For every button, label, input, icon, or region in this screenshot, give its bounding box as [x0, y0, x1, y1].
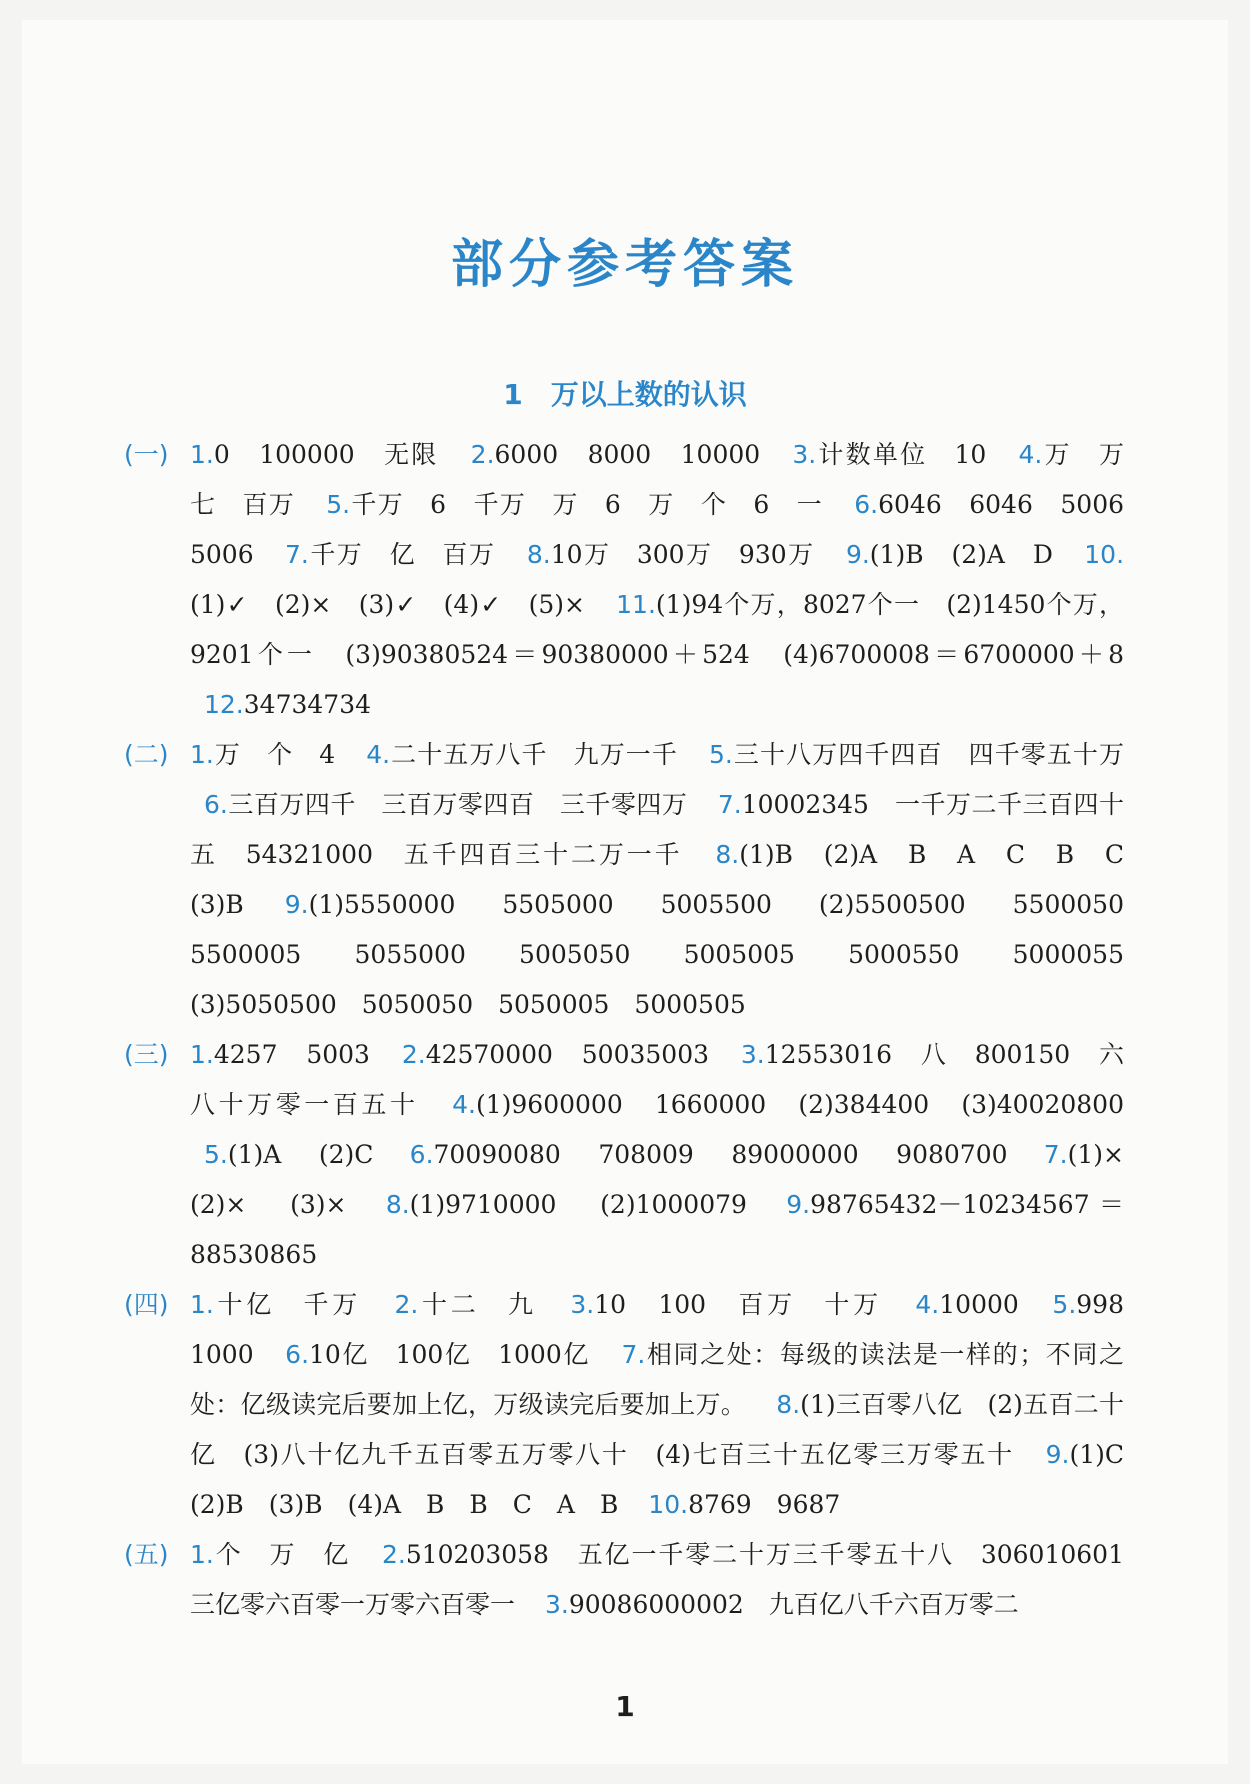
answer-text: 10000	[939, 1290, 1019, 1319]
question-number: 8.	[526, 540, 551, 569]
section-marker: (三)	[124, 1040, 169, 1069]
answer-text: 千万 亿 百万	[308, 540, 496, 569]
answer-text: 个 万 亿	[213, 1540, 351, 1569]
answer-text: 98765432－10234567＝88530865	[190, 1190, 1124, 1269]
question-number: 7.	[717, 790, 742, 819]
answer-text: 10002345 一千万二千三百四十五 54321000 五千四百三十二万一千	[190, 790, 1124, 869]
question-number: 3.	[792, 440, 817, 469]
section-marker: (四)	[124, 1290, 169, 1319]
question-number: 7.	[621, 1340, 646, 1369]
question-number: 9.	[845, 540, 870, 569]
answer-text: (1)B (2)A B A C B C (3)B	[190, 840, 1150, 919]
question-number: 6.	[285, 1340, 310, 1369]
answer-text: 8769 9687	[688, 1490, 841, 1519]
question-number: 6.	[204, 790, 228, 819]
answer-text: (1)A (2)C	[227, 1140, 374, 1169]
question-number: 1.	[190, 1540, 214, 1569]
question-number: 9.	[284, 890, 309, 919]
answer-text: 计数单位 10	[816, 440, 987, 469]
question-number: 1.	[190, 1040, 214, 1069]
question-number: 7.	[1043, 1140, 1068, 1169]
page-title: 部分参考答案	[450, 234, 799, 295]
answer-text: (1)C (2)B (3)B (4)A B B C A B	[190, 1440, 1150, 1519]
answer-text: 三十八万四千四百 四千零五十万	[732, 740, 1124, 769]
answer-text: (1)94个万，8027个一 (2)1450个万，9201个一 (3)90380524＝90380000＋524 (4)6700008＝6700000＋8	[190, 590, 1124, 669]
answer-text: 6000 8000 10000	[494, 440, 761, 469]
page-number: 1	[615, 1690, 635, 1723]
question-number: 8.	[385, 1190, 410, 1219]
question-number: 12.	[204, 690, 244, 719]
question-number: 3.	[740, 1040, 765, 1069]
answer-text: (1)✓ (2)× (3)✓ (4)✓ (5)×	[190, 590, 585, 619]
question-number: 10.	[1084, 540, 1125, 569]
answer-text: (1)B (2)A D	[869, 540, 1053, 569]
answer-text: (1)9600000 1660000 (2)384400 (3)40020800	[475, 1090, 1124, 1119]
question-number: 1.	[190, 740, 214, 769]
answer-text: 三百万四千 三百万零四百 三千零四万	[227, 790, 688, 819]
section-marker: (二)	[124, 740, 169, 769]
answer-section	[124, 1030, 1149, 1280]
answer-text: (1)三百零八亿 (2)五百二十亿 (3)八十亿九千五百零五万零八十 (4)七百三十五亿零三万零五十	[190, 1390, 1125, 1469]
answer-text: 12553016 八 800150 六八十万零一百五十	[190, 1040, 1124, 1119]
question-number: 7.	[285, 540, 309, 569]
question-number: 4.	[1018, 440, 1043, 469]
answer-text: 10万 300万 930万	[550, 540, 815, 569]
answer-text: 万 个 4	[213, 740, 336, 769]
question-number: 4.	[915, 1290, 940, 1319]
question-number: 4.	[452, 1090, 476, 1119]
answer-text: 十亿 千万	[213, 1290, 361, 1319]
answer-section	[124, 730, 1150, 1030]
answer-text: 10 100 百万 十万	[594, 1290, 882, 1319]
question-number: 5.	[709, 740, 733, 769]
answer-section	[124, 1530, 1150, 1630]
question-number: 2.	[381, 1540, 406, 1569]
answer-text: 6046 6046 5006 5006	[190, 490, 1150, 569]
question-number: 1.	[190, 440, 214, 469]
answer-text: 70090080 708009 89000000 9080700	[433, 1140, 1008, 1169]
answer-text: 90086000002 九百亿八千六百万零二	[568, 1590, 1019, 1619]
answer-text: 998 1000	[190, 1290, 1150, 1369]
question-number: 5.	[204, 1140, 228, 1169]
answer-text: 10亿 100亿 1000亿	[309, 1340, 590, 1369]
question-number: 8.	[715, 840, 740, 869]
question-number: 8.	[776, 1390, 801, 1419]
section-marker: (五)	[124, 1540, 169, 1569]
answer-section	[124, 1280, 1150, 1530]
question-number: 6.	[854, 490, 879, 519]
answer-text: 4257 5003	[213, 1040, 370, 1069]
answer-text: 相同之处：每级的读法是一样的；不同之处：亿级读完后要加上亿，万级读完后要加上万。	[190, 1340, 1124, 1419]
question-number: 2.	[394, 1290, 419, 1319]
section-marker: (一)	[124, 440, 169, 469]
answer-text: (1)5550000 5505000 5005500 (2)5500500 5500050 5500005 5055000 5005050 5005005 5000550 5000055 (3)5050500 5050050 5050005 5000505	[190, 890, 1150, 1019]
question-number: 5.	[1052, 1290, 1077, 1319]
question-number: 1.	[190, 1290, 214, 1319]
answer-text: 二十五万八千 九万一千	[390, 740, 678, 769]
question-number: 3.	[544, 1590, 569, 1619]
question-number: 5.	[326, 490, 351, 519]
answer-body	[124, 430, 1150, 1630]
answer-section	[124, 430, 1150, 730]
question-number: 4.	[366, 740, 391, 769]
answer-text: 万 万 七 百万	[190, 440, 1150, 519]
question-number: 9.	[786, 1190, 811, 1219]
question-number: 11.	[616, 590, 656, 619]
chapter-heading: 1 万以上数的认识	[503, 378, 747, 411]
question-number: 2.	[470, 440, 495, 469]
answer-text: 34734734	[243, 690, 372, 719]
answer-text: (1)9710000 (2)1000079	[409, 1190, 747, 1219]
answer-text: 十二 九	[418, 1290, 537, 1319]
answer-text: 0 100000 无限	[213, 440, 439, 469]
question-number: 9.	[1045, 1440, 1070, 1469]
question-number: 2.	[401, 1040, 426, 1069]
answer-text: 千万 6 千万 万 6 万 个 6 一	[350, 490, 824, 519]
answer-text: 42570000 50035003	[425, 1040, 710, 1069]
answer-text: (1)× (2)× (3)×	[190, 1140, 1149, 1219]
question-number: 6.	[409, 1140, 434, 1169]
question-number: 10.	[648, 1490, 689, 1519]
question-number: 3.	[570, 1290, 595, 1319]
answer-text: 510203058 五亿一千零二十万三千零五十八 306010601 三亿零六百零一万零六百零一	[190, 1540, 1150, 1619]
